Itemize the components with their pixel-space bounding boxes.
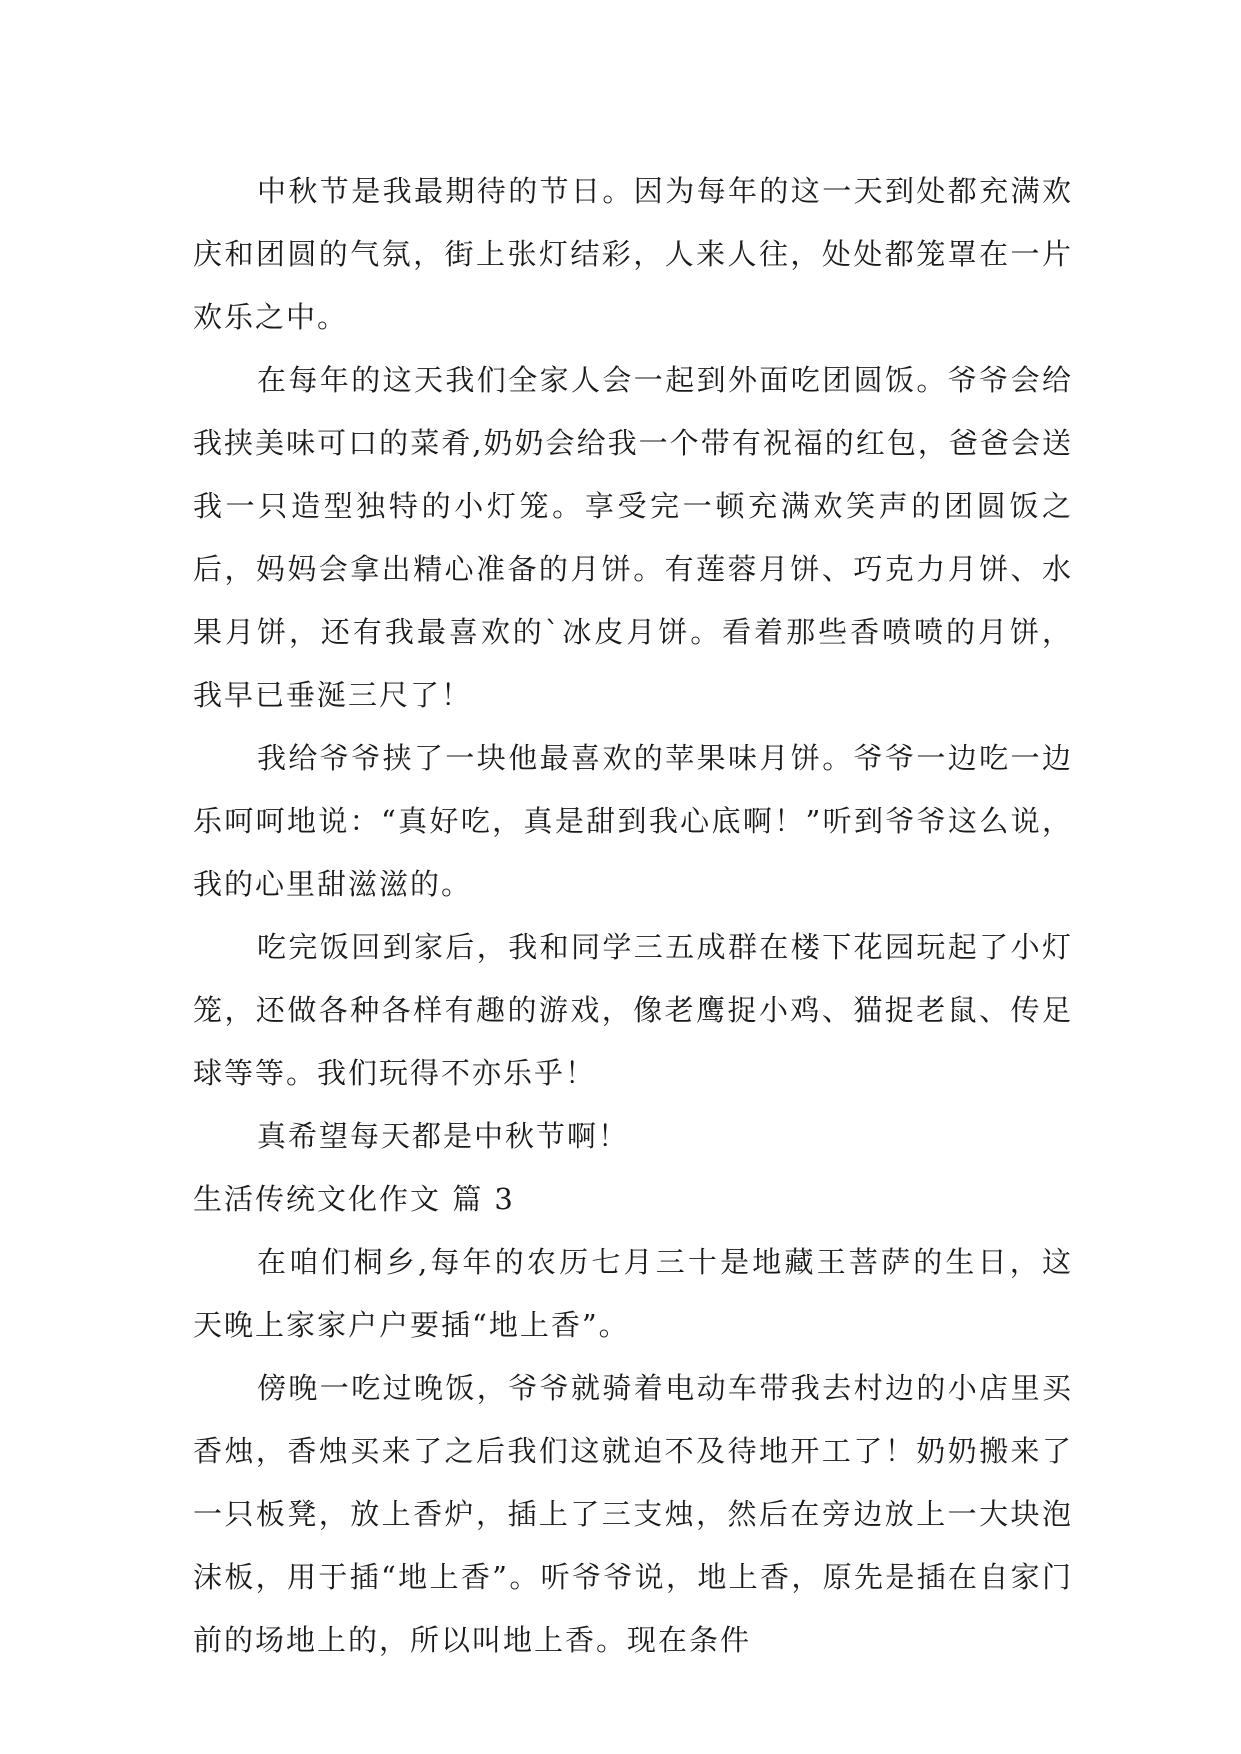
paragraph-lantern-games: 吃完饭回到家后，我和同学三五成群在楼下花园玩起了小灯笼，还做各种各样有趣的游戏，像老鹰捉小鸡、猫捉老鼠、传足球等等。我们玩得不亦乐乎！ [193, 930, 1073, 1090]
paragraph-evening-incense: 傍晚一吃过晚饭，爷爷就骑着电动车带我去村边的小店里买香烛，香烛买来了之后我们这就迫不及待地开工了！奶奶搬来了一只板凳，放上香炉，插上了三支烛，然后在旁边放上一大块泡沫板，用于插“地上香”。听爷爷说，地上香，原先是插在自家门前的场地上的，所以叫地上香。现在条件 [193, 1371, 1073, 1657]
paragraph-grandpa-mooncake: 我给爷爷挟了一块他最喜欢的苹果味月饼。爷爷一边吃一边乐呵呵地说：“真好吃，真是甜到我心底啊！”听到爷爷这么说，我的心里甜滋滋的。 [193, 741, 1073, 901]
paragraph-mid-autumn-intro: 中秋节是我最期待的节日。因为每年的这一天到处都充满欢庆和团圆的气氛，街上张灯结彩，人来人往，处处都笼罩在一片欢乐之中。 [193, 174, 1073, 334]
document-body [193, 160, 1073, 1672]
paragraph-reunion-dinner: 在每年的这天我们全家人会一起到外面吃团圆饭。爷爷会给我挟美味可口的菜肴,奶奶会给我一个带有祝福的红包，爸爸会送我一只造型独特的小灯笼。享受完一顿充满欢笑声的团圆饭之后，妈妈会拿出精心准备的月饼。有莲蓉月饼、巧克力月饼、水果月饼，还有我最喜欢的`冰皮月饼。看着那些香喷喷的月饼，我早已垂涎三尺了！ [193, 363, 1073, 712]
paragraph-wish: 真希望每天都是中秋节啊！ [257, 1119, 630, 1153]
paragraph-tongxiang-custom: 在咱们桐乡,每年的农历七月三十是地藏王菩萨的生日，这天晚上家家户户要插“地上香”。 [193, 1245, 1073, 1342]
section-heading: 生活传统文化作文 篇 3 [193, 1182, 515, 1216]
